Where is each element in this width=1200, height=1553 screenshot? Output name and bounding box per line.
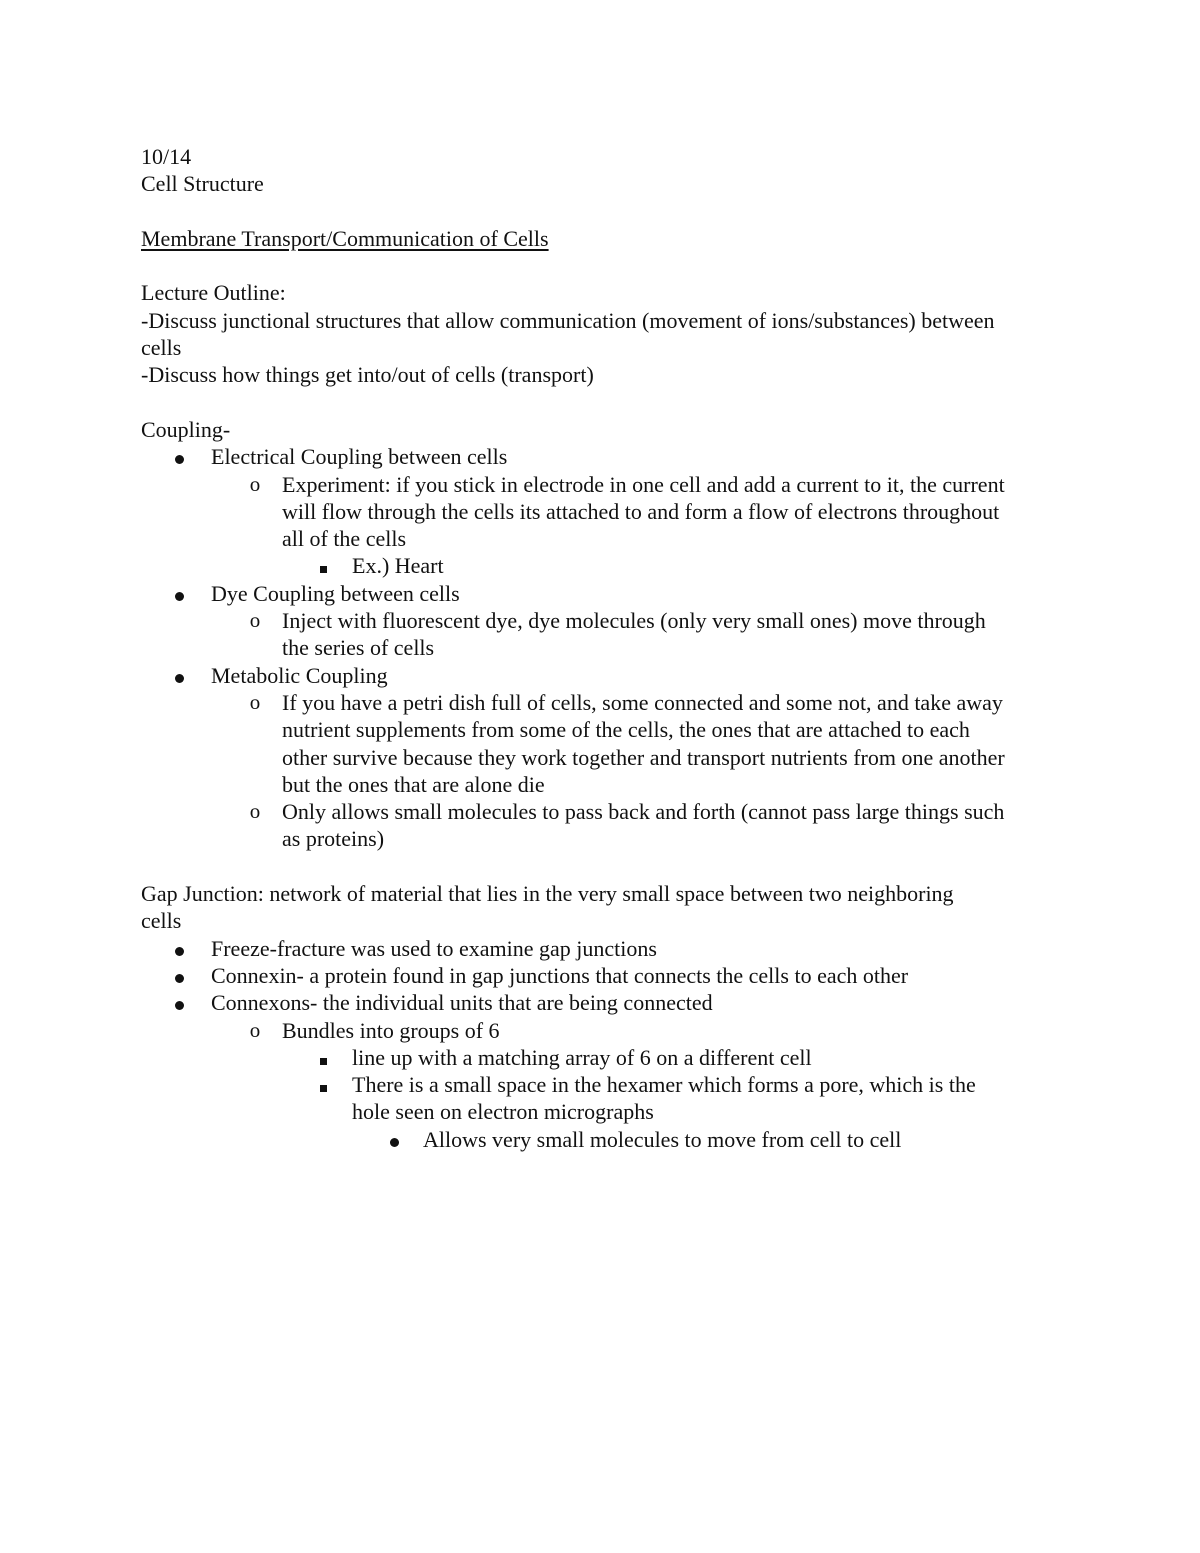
sub-bullet-text: Only allows small molecules to pass back and forth (cannot pass large things such [282,799,1005,825]
sub-bullet-text: as proteins) [282,826,385,852]
sub-bullet-item [141,798,1071,853]
square-bullet-icon [313,552,333,579]
sub-sub-bullet-text: There is a small space in the hexamer which forms a pore, which is the [352,1072,976,1098]
sub-bullet-text: other survive because they work together and transport nutrients from one another [282,744,1005,770]
outline-line: -Discuss junctional structures that allow communication (movement of ions/substances) between [141,307,995,333]
sub-bullet-text: nutrient supplements from some of the cells, the ones that are attached to each [282,717,970,743]
sub-bullet-text: will flow through the cells its attached to and form a flow of electrons throughout [282,498,1000,524]
sub-bullet-text: If you have a petri dish full of cells, some connected and some not, and take away [282,689,1003,715]
bullet-item [141,580,1071,607]
circle-bullet-icon: o [249,689,261,714]
spacer [141,853,1071,880]
bullet-dot-icon [169,935,189,962]
sub-bullet-text: Inject with fluorescent dye, dye molecules (only very small ones) move through [282,608,986,634]
spacer [141,198,1071,225]
bullet-dot-icon [169,989,189,1016]
sub-sub-bullet-item [141,1071,1071,1126]
circle-bullet-icon: o [249,1017,261,1042]
sub-sub-bullet-text: line up with a matching array of 6 on a different cell [352,1044,812,1070]
sub-bullet-text: Experiment: if you stick in electrode in one cell and add a current to it, the current [282,471,1005,497]
sub-sub-bullet-item [141,552,1071,579]
sub-bullet-item [141,471,1071,553]
sub-bullet-text: the series of cells [282,635,435,661]
bullet-text: Dye Coupling between cells [211,580,460,606]
bullet-dot-icon [169,443,189,470]
level-four-bullet-text: Allows very small molecules to move from cell to cell [423,1126,902,1152]
gap-definition-line: Gap Junction: network of material that lies in the very small space between two neighboring [141,881,954,907]
circle-bullet-icon: o [249,608,261,633]
date-text: 10/14 [141,144,192,169]
bullet-item [141,935,1071,962]
bullet-dot-icon [384,1126,404,1153]
lecture-heading: Membrane Transport/Communication of Cells [141,225,549,251]
bullet-item [141,662,1071,689]
sub-sub-bullet-item [141,1044,1071,1071]
bullet-text: Metabolic Coupling [211,662,388,688]
level-four-bullet-item [141,1126,1071,1153]
circle-bullet-icon: o [249,471,261,496]
sub-bullet-item [141,1017,1071,1044]
spacer [141,252,1071,279]
sub-bullet-text: Bundles into groups of 6 [282,1017,500,1043]
square-bullet-icon [313,1071,333,1098]
document-page [141,143,1071,1153]
sub-sub-bullet-text: hole seen on electron micrographs [352,1099,654,1125]
bullet-dot-icon [169,662,189,689]
bullet-dot-icon [169,962,189,989]
bullet-text: Electrical Coupling between cells [211,444,508,470]
coupling-title: Coupling- [141,416,231,442]
bullet-item [141,989,1071,1016]
sub-bullet-text: but the ones that are alone die [282,771,545,797]
sub-bullet-text: all of the cells [282,526,407,552]
circle-bullet-icon: o [249,799,261,824]
bullet-dot-icon [169,580,189,607]
bullet-text: Connexin- a protein found in gap junctions that connects the cells to each other [211,962,909,988]
sub-sub-bullet-text: Ex.) Heart [352,553,444,579]
sub-bullet-item [141,689,1071,798]
outline-line: -Discuss how things get into/out of cells (transport) [141,362,594,388]
gap-definition-line: cells [141,908,182,934]
outline-title: Lecture Outline: [141,280,286,306]
sub-bullet-item [141,607,1071,662]
bullet-text: Connexons- the individual units that are being connected [211,990,713,1016]
bullet-text: Freeze-fracture was used to examine gap junctions [211,935,657,961]
spacer [141,389,1071,416]
bullet-item [141,443,1071,470]
square-bullet-icon [313,1044,333,1071]
outline-line: cells [141,335,182,361]
course-title: Cell Structure [141,171,264,197]
bullet-item [141,962,1071,989]
